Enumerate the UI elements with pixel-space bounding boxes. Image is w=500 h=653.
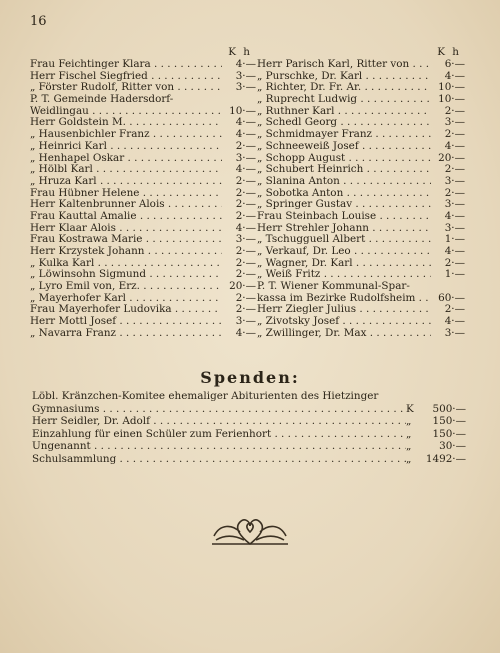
donor-name: kassa im Bezirke Rudolfsheim . . . <box>257 293 431 305</box>
donor-amount: 3·— <box>235 233 256 246</box>
donation-amount: 500·— <box>432 402 466 415</box>
donor-amount: 4·— <box>235 116 256 129</box>
left-donor-column <box>30 46 256 340</box>
donor-name: „ Hruza Karl . . . <box>30 176 222 188</box>
donor-amount: 2·— <box>235 186 256 199</box>
donor-name: Frau Hübner Helene . . . <box>30 188 222 200</box>
donation-amount: 1492·— <box>425 452 466 465</box>
donor-amount: 2·— <box>444 303 465 316</box>
donation-currency: „ <box>406 427 412 440</box>
donor-row <box>257 153 465 165</box>
donor-amount: 2·— <box>235 209 256 222</box>
donor-amount: 10·— <box>438 93 465 106</box>
donor-name: „ Zivotsky Josef . . . <box>257 316 431 328</box>
donor-amount: 10·— <box>438 81 465 94</box>
donor-row <box>30 258 256 270</box>
donor-amount: 3·— <box>444 221 465 234</box>
donor-row <box>257 211 465 223</box>
donor-name: „ Navarra Franz . . . <box>30 328 222 340</box>
donation-row <box>32 415 466 428</box>
donor-amount: 2·— <box>444 256 465 269</box>
donor-row <box>30 223 256 235</box>
donor-row <box>257 246 465 258</box>
donor-name: P. T. Gemeinde Hadersdorf- <box>30 94 174 106</box>
donor-row <box>30 293 256 305</box>
donation-row <box>32 403 466 416</box>
donor-row <box>30 246 256 258</box>
donor-name: Herr Krzystek Johann . . . <box>30 246 222 258</box>
donor-amount: 2·— <box>235 303 256 316</box>
donor-amount: 3·— <box>235 315 256 328</box>
donor-amount: 2·— <box>235 198 256 211</box>
donation-donor: Gymnasiums . . . <box>32 403 406 416</box>
right-donor-column <box>257 46 465 340</box>
donor-name: „ Purschke, Dr. Karl . . . <box>257 71 431 83</box>
donor-amount: 10·— <box>229 104 256 117</box>
donor-amount: 60·— <box>438 291 465 304</box>
donor-row <box>257 234 465 246</box>
donor-name: „ Schneeweiß Josef . . . <box>257 141 431 153</box>
donor-name: Herr Parisch Karl, Ritter von . . . <box>257 59 431 71</box>
donor-row <box>30 94 256 106</box>
donation-row <box>32 453 466 466</box>
donor-name: „ Heinrici Karl . . . <box>30 141 222 153</box>
donor-name: Herr Klaar Alois . . . <box>30 223 222 235</box>
ornament-icon <box>210 510 290 550</box>
donor-name: „ Springer Gustav . . . <box>257 199 431 211</box>
donor-row <box>257 188 465 200</box>
donor-row <box>257 258 465 270</box>
donor-amount: 2·— <box>444 186 465 199</box>
donor-name: „ Schopp August . . . <box>257 153 431 165</box>
donor-name: „ Schubert Heinrich . . . <box>257 164 431 176</box>
right-donor-list <box>257 59 465 340</box>
donor-name: „ Ruthner Karl . . . <box>257 106 431 118</box>
donor-row <box>30 328 256 340</box>
donation-currency <box>406 390 424 403</box>
donor-row <box>30 211 256 223</box>
donor-amount: 3·— <box>444 198 465 211</box>
donor-amount: 4·— <box>235 221 256 234</box>
donor-amount: 3·— <box>235 69 256 82</box>
donor-name: Frau Feichtinger Klara . . . <box>30 59 222 71</box>
left-column-header: K h <box>228 46 252 58</box>
donor-amount: 1·— <box>444 268 465 281</box>
donor-name: Herr Mottl Josef . . . <box>30 316 222 328</box>
donation-donor: Ungenannt . . . <box>32 440 406 453</box>
donor-row <box>257 164 465 176</box>
donor-row <box>257 223 465 235</box>
donor-amount: 4·— <box>444 245 465 257</box>
donor-row <box>30 59 256 71</box>
donations-list <box>32 390 466 466</box>
donations-title: Spenden: <box>200 368 300 387</box>
donor-amount: 4·— <box>235 326 256 339</box>
donation-currency: „ <box>406 452 412 465</box>
donor-row <box>257 269 465 281</box>
donor-amount: 2·— <box>444 104 465 117</box>
donor-amount: 20·— <box>229 280 256 293</box>
donation-row <box>32 390 466 403</box>
donor-name: Frau Kostrawa Marie . . . <box>30 234 222 246</box>
donation-amount: 30·— <box>439 440 466 453</box>
donor-row <box>30 141 256 153</box>
donor-amount: 6·— <box>444 58 465 70</box>
donation-currency: „ <box>406 415 412 428</box>
donor-amount: 3·— <box>444 116 465 129</box>
donor-row <box>257 82 465 94</box>
donor-amount: 2·— <box>444 163 465 176</box>
donation-donor: Schulsammlung . . . <box>32 453 406 466</box>
donation-donor: Einzahlung für einen Schüler zum Ferienhort . . . <box>32 428 406 441</box>
donor-amount: 2·— <box>235 291 256 304</box>
donor-amount: 4·— <box>444 315 465 328</box>
donor-name: „ Tschugguell Albert . . . <box>257 234 431 246</box>
donor-row <box>257 94 465 106</box>
donor-row <box>30 188 256 200</box>
donation-donor: Herr Seidler, Dr. Adolf . . . <box>32 415 406 428</box>
donation-row <box>32 428 466 441</box>
donor-amount: 2·— <box>235 245 256 257</box>
donor-row <box>257 129 465 141</box>
donor-name: „ Mayerhofer Karl . . . <box>30 293 222 305</box>
donor-name: „ Weiß Fritz . . . <box>257 269 431 281</box>
donor-name: „ Verkauf, Dr. Leo . . . <box>257 246 431 258</box>
donor-amount: 4·— <box>235 58 256 70</box>
donor-name: „ Ruprecht Ludwig . . . <box>257 94 431 106</box>
donor-row <box>30 129 256 141</box>
donor-name: „ Löwinsohn Sigmund . . . <box>30 269 222 281</box>
donor-row <box>30 304 256 316</box>
donation-currency: K <box>406 402 414 415</box>
donor-row <box>257 316 465 328</box>
donor-name: P. T. Wiener Kommunal-Spar- <box>257 281 410 293</box>
donor-row <box>30 281 256 293</box>
donor-amount: 4·— <box>235 163 256 176</box>
donation-amount <box>424 390 466 403</box>
donor-name: „ Schmidmayer Franz . . . <box>257 129 431 141</box>
donation-amount: 150·— <box>432 415 466 428</box>
donor-name: „ Schedl Georg . . . <box>257 117 431 129</box>
donor-name: „ Zwillinger, Dr. Max . . . <box>257 328 431 340</box>
donor-name: „ Lyro Emil von, Erz. . . . <box>30 281 222 293</box>
donor-name: „ Hölbl Karl . . . <box>30 164 222 176</box>
donor-name: „ Richter, Dr. Fr. Ar. . . . <box>257 82 431 94</box>
donor-amount: 2·— <box>444 128 465 141</box>
donor-row <box>257 141 465 153</box>
donor-row <box>30 153 256 165</box>
donor-name: Herr Ziegler Julius . . . <box>257 304 431 316</box>
donor-amount: 3·— <box>235 81 256 94</box>
donor-amount: 4·— <box>444 209 465 222</box>
left-donor-list <box>30 59 256 340</box>
donor-amount: 3·— <box>444 174 465 187</box>
donor-name: „ Kulka Karl . . . <box>30 258 222 270</box>
donor-row <box>30 106 256 118</box>
donor-name: Frau Mayerhofer Ludovika . . . <box>30 304 222 316</box>
donor-row <box>30 234 256 246</box>
donor-amount: 20·— <box>438 151 465 164</box>
donor-row <box>257 199 465 211</box>
page-number: 16 <box>30 14 47 29</box>
donor-row <box>30 82 256 94</box>
donation-row <box>32 440 466 453</box>
donor-row <box>257 176 465 188</box>
donor-amount: 2·— <box>235 268 256 281</box>
donor-amount: 2·— <box>235 174 256 187</box>
donor-row <box>257 304 465 316</box>
donor-name: „ Sobotka Anton . . . <box>257 188 431 200</box>
donor-amount: 2·— <box>235 139 256 152</box>
right-column-header: K h <box>437 46 461 58</box>
donor-row <box>30 176 256 188</box>
donor-row <box>257 281 465 293</box>
donor-row <box>30 117 256 129</box>
donor-name: Weidlingau . . . <box>30 106 222 118</box>
donor-row <box>257 328 465 340</box>
donor-row <box>30 316 256 328</box>
donor-name: Frau Steinbach Louise . . . <box>257 211 431 223</box>
donor-row <box>30 164 256 176</box>
donor-row <box>30 71 256 83</box>
donor-amount: 4·— <box>444 139 465 152</box>
donation-amount: 150·— <box>432 427 466 440</box>
donor-name: Herr Fischel Siegfried . . . <box>30 71 222 83</box>
donation-donor: Löbl. Kränzchen-Komitee ehemaliger Abiturienten des Hietzinger <box>32 390 379 402</box>
donor-row <box>257 71 465 83</box>
donor-row <box>30 199 256 211</box>
donor-row <box>257 106 465 118</box>
donor-name: „ Henhapel Oskar . . . <box>30 153 222 165</box>
donor-name: „ Wagner, Dr. Karl . . . <box>257 258 431 270</box>
donor-amount: 3·— <box>444 326 465 339</box>
donor-name: Herr Kaltenbrunner Alois . . . <box>30 199 222 211</box>
donor-amount: 3·— <box>235 151 256 164</box>
donor-amount: 4·— <box>235 128 256 141</box>
donor-amount: 1·— <box>444 233 465 246</box>
donor-name: Frau Kauttal Amalie . . . <box>30 211 222 223</box>
donor-amount: 4·— <box>444 69 465 82</box>
donor-name: „ Förster Rudolf, Ritter von . . . <box>30 82 222 94</box>
donor-row <box>30 269 256 281</box>
donor-row <box>257 117 465 129</box>
donor-name: Herr Goldstein M. . . . <box>30 117 222 129</box>
donor-name: Herr Strehler Johann . . . <box>257 223 431 235</box>
donor-name: „ Hausenbichler Franz . . . <box>30 129 222 141</box>
donor-name: „ Slanina Anton . . . <box>257 176 431 188</box>
donation-currency: „ <box>406 440 412 453</box>
donor-row <box>257 59 465 71</box>
donor-amount: 2·— <box>235 256 256 269</box>
donor-row <box>257 293 465 305</box>
